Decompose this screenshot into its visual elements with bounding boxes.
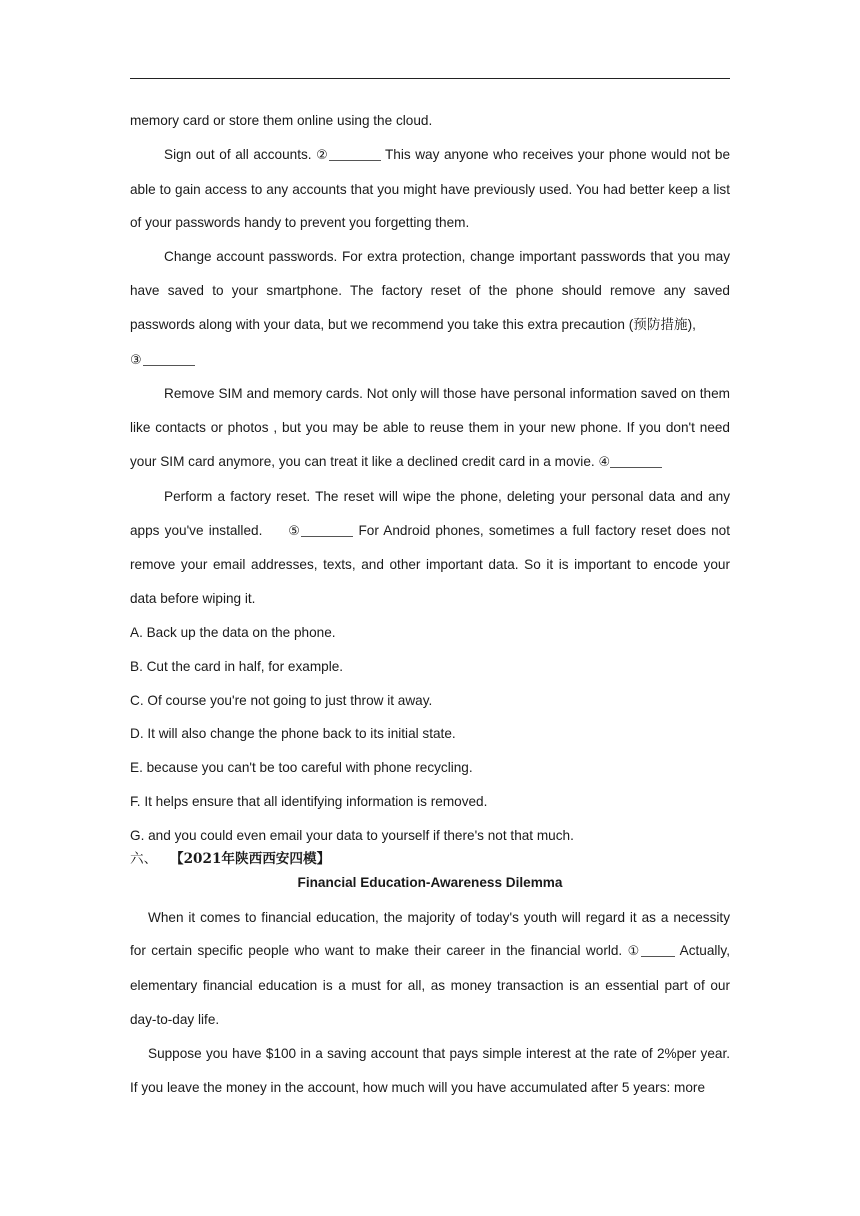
- blank-marker-5: ⑤: [288, 523, 302, 539]
- section-source-tag: 【2021年陕西西安四模】: [170, 850, 331, 867]
- option-b: B. Cut the card in half, for example.: [130, 658, 344, 674]
- blank-marker-4: ④: [598, 454, 611, 470]
- paragraph-sign-out-lead: Sign out of all accounts.: [164, 146, 317, 162]
- paragraph-financial-2: [130, 1037, 730, 1105]
- blank-marker-3: ③: [130, 352, 142, 368]
- paragraph-financial-2-text: Suppose you have $100 in a saving account that pays simple interest at the rate of 2%per year. If you leave the money in the account, how much will you have accumulated after 5 years: more: [130, 1045, 730, 1095]
- paragraph-factory-reset-lead: Perform a factory reset. The reset will wipe the phone, deleting your personal data and any apps you've installed.: [130, 488, 730, 538]
- paragraph-sign-out: [130, 138, 730, 240]
- paragraph-financial-1-rest: Actually, elementary financial education is a must for all, as money transaction is an essential part of our day-to-day life.: [130, 943, 730, 1027]
- blank-marker-1: ①: [627, 944, 641, 960]
- paragraph-factory-reset-rest: For Android phones, sometimes a full factory reset does not remove your email addresses, texts, and other important data. So it is important to encode your data before wiping it.: [130, 522, 730, 607]
- option-g: G. and you could even email your data to yourself if there's not that much.: [130, 827, 574, 843]
- option-c: C. Of course you're not going to just throw it away.: [130, 692, 433, 708]
- document-body: [130, 104, 730, 1104]
- paragraph-financial-1: [130, 901, 730, 1037]
- paragraph-passwords-text: Change account passwords. For extra protection, change important passwords that you may have saved to your smartphone. The factory reset of the phone should remove any saved passwords along with your data, but we recommend you take this extra precaution (: [130, 249, 730, 332]
- option-e: E. because you can't be too careful with phone recycling.: [130, 760, 473, 776]
- answer-blank-2[interactable]: [329, 146, 381, 161]
- paragraph-passwords-cjk: 预防措施: [633, 316, 688, 333]
- paragraph-cloud-text: memory card or store them online using the cloud.: [130, 113, 433, 128]
- paragraph-passwords: [130, 240, 730, 377]
- paragraph-cloud: [130, 104, 730, 138]
- answer-blank-4[interactable]: [610, 453, 662, 468]
- paragraph-financial-1-lead: When it comes to financial education, the majority of today's youth will regard it as a necessity for certain specific people who want to make their career in the financial world.: [130, 909, 730, 959]
- section-number: 六、: [130, 850, 158, 867]
- paragraph-sim-cards: [130, 377, 730, 479]
- answer-blank-1[interactable]: [641, 942, 675, 957]
- paragraph-sim-cards-text: Remove SIM and memory cards. Not only will those have personal information saved on them like contacts or photos , but you may be able to reuse them in your new phone. If you don't need your SIM card anymore, you can treat it like a declined credit card in a movie.: [130, 386, 730, 469]
- option-a: A. Back up the data on the phone.: [130, 624, 336, 640]
- header-rule: [130, 78, 730, 79]
- option-f: F. It helps ensure that all identifying information is removed.: [130, 793, 488, 809]
- passage-title: Financial Education-Awareness Dilemma: [297, 874, 563, 890]
- blank-marker-2: ②: [316, 147, 329, 163]
- paragraph-factory-reset: [130, 480, 730, 616]
- answer-blank-5[interactable]: [301, 522, 353, 537]
- option-d: D. It will also change the phone back to its initial state.: [130, 726, 456, 742]
- paragraph-sign-out-rest: This way anyone who receives your phone would not be able to gain access to any accounts that you might have previously used. You had better keep a list of your passwords handy to prevent you forgetting them.: [130, 146, 731, 231]
- paragraph-passwords-end: ),: [687, 316, 696, 332]
- answer-blank-3[interactable]: [143, 351, 195, 366]
